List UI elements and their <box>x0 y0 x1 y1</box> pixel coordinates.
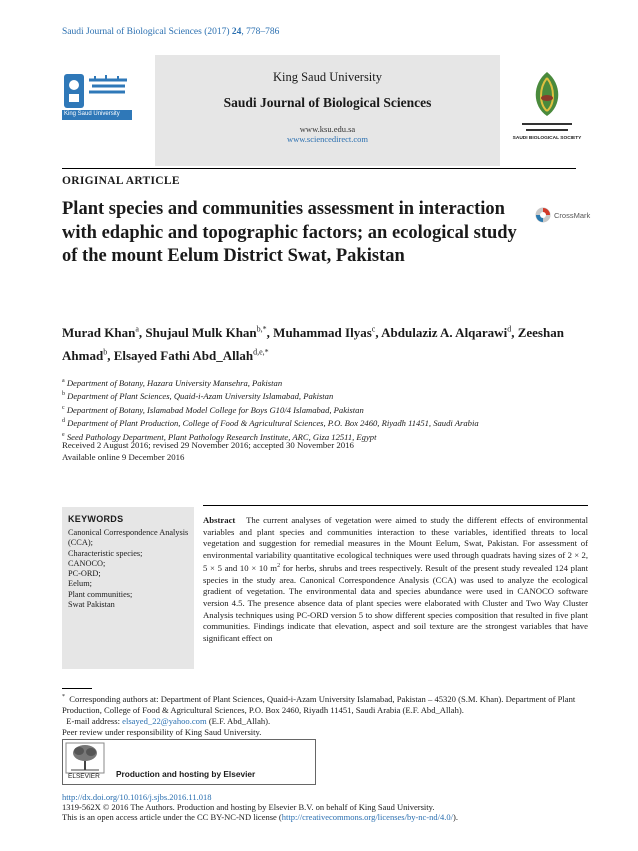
author-4[interactable] <box>381 325 518 340</box>
email-link[interactable]: elsayed_22@yahoo.com <box>122 716 207 727</box>
saudi-biological-society-logo <box>512 66 582 152</box>
author-affiliation-marker: d <box>507 325 512 334</box>
received-dates: Received 2 August 2016; revised 29 November 2016; accepted 30 November 2016 <box>62 440 354 450</box>
author-3[interactable] <box>273 325 381 340</box>
affiliation-text: Seed Pathology Department, Plant Pathology Research Institute, ARC, Giza 12511, Egypt <box>66 431 377 442</box>
email-label: E-mail address: <box>66 716 123 727</box>
affiliation-text: Department of Plant Production, College of Food & Agricultural Sciences, P.O. Box 2460, Riyadh 11451, Saudi Arabia <box>67 418 479 429</box>
online-date: Available online 9 December 2016 <box>62 451 185 462</box>
author-affiliation-marker: b,* <box>256 325 267 334</box>
elsevier-wordmark: ELSEVIER <box>68 773 100 780</box>
affiliation-b <box>62 389 592 402</box>
affiliation-marker: a <box>62 378 65 384</box>
website-sciencedirect[interactable]: www.sciencedirect.com <box>286 134 369 144</box>
affiliation-marker: b <box>62 391 65 398</box>
author-affiliation-marker: c <box>371 325 376 334</box>
author-name: Murad Khan <box>62 325 136 341</box>
license-suffix: ). <box>453 812 458 822</box>
crossmark-badge[interactable] <box>535 207 590 223</box>
corresponding-author-note <box>62 692 588 716</box>
affiliation-list <box>62 376 592 443</box>
author-name: Zeeshan Ahmad <box>62 325 564 363</box>
article-type: ORIGINAL ARTICLE <box>62 175 180 187</box>
affiliation-text: Department of Plant Sciences, Quaid-i-Azam University Islamabad, Pakistan <box>67 391 334 402</box>
affiliation-marker: c <box>62 404 65 411</box>
abstract-divider <box>203 505 588 506</box>
abstract-superscript: 2 <box>277 563 281 570</box>
license-prefix: This is an open access article under the CC BY-NC-ND license ( <box>62 812 282 822</box>
affiliation-marker: e <box>62 431 65 438</box>
author-name: Muhammad Ilyas <box>273 325 372 341</box>
website-ksu[interactable]: www.ksu.edu.sa <box>299 124 356 134</box>
author-affiliation-marker: a <box>135 325 139 334</box>
affiliation-text: Department of Botany, Islamabad Model College for Boys G10/4 Islamabad, Pakistan <box>66 404 364 415</box>
crossmark-icon <box>535 207 551 223</box>
header-divider <box>62 168 576 169</box>
keyword-item: PC-ORD; <box>68 569 101 579</box>
affiliation-a <box>62 376 592 389</box>
affiliation-d <box>62 416 592 429</box>
journal-reference-volume: 24 <box>231 27 242 37</box>
affiliation-marker: d <box>62 418 65 425</box>
author-affiliation-marker: d,e,* <box>253 347 269 357</box>
production-label: Production and hosting by Elsevier <box>116 769 256 779</box>
footnote-rule <box>62 688 92 689</box>
author-name: Abdulaziz A. Alqarawi <box>381 325 508 341</box>
issn-copyright: 1319-562X © 2016 The Authors. Production and hosting by Elsevier B.V. on behalf of King Saud University. <box>62 802 435 812</box>
author-1[interactable] <box>62 325 145 340</box>
doi-link[interactable]: http://dx.doi.org/10.1016/j.sjbs.2016.11.018 <box>62 792 212 802</box>
keyword-item: Plant communities; <box>68 589 133 599</box>
journal-name: Saudi Journal of Biological Sciences <box>223 95 432 110</box>
right-logo-caption: SAUDI BIOLOGICAL SOCIETY <box>512 136 582 141</box>
crossmark-label: CrossMark <box>554 210 591 220</box>
king-saud-university-logo <box>62 68 132 122</box>
abstract-text-part-2: for herbs, shrubs and trees respectively. Result of the present study revealed 124 plant species in the study area. Canonical Correspondence Analysis (CCA) was used to analyze the ecological gradient of vegetation. The environmental data and species abundance were used in CANOCO software version 4.5. The presence absence data of plant species were elaborated with Cluster and Two Way Cluster Analysis techniques using PC-ORD version 5 to show different species composition that resulted in five plant communities. Findings indicate that elevation, aspect and soil texture are the strongest variables that have significant effect on <box>203 563 588 643</box>
author-separator: , <box>107 347 114 363</box>
keyword-item: Canonical Correspondence Analysis (CCA); <box>68 528 189 548</box>
affiliation-text: Department of Botany, Hazara University Mansehra, Pakistan <box>66 377 283 388</box>
license-line <box>62 812 458 822</box>
corresponding-author-text: Corresponding authors at: Department of Plant Sciences, Quaid-i-Azam University Islamabad, Pakistan – 45320 (S.M. Khan). Department of Plant Production, College of Food & Agricultural Sciences, P.O. Box 2460, Riyadh 11451, Saudi Arabia (E.F. Abd_Allah). <box>62 693 576 716</box>
article-history <box>62 440 582 463</box>
author-separator: , <box>266 325 274 341</box>
keyword-item: Characteristic species; <box>68 548 143 558</box>
abstract-text-part-1: The current analyses of vegetation were aimed to study the different effects of environmental variables and plant species and communities interaction to these variables, identified threats to local vegetation and suggestion for remedial measures in the Mount Eelum, Swat, Pakistan. For assessment of environmental variability quantitative ecological techniques were used through quadrats having sizes of 2 × 2, 5 × 5 and 10 × 10 m <box>203 515 588 574</box>
footnote-marker: * <box>62 694 65 700</box>
keyword-item: Swat Pakistan <box>68 600 115 610</box>
journal-reference-pages: , 778–786 <box>241 27 280 37</box>
abstract-label: Abstract <box>203 515 236 525</box>
university-name: King Saud University <box>272 70 383 84</box>
keywords-heading: KEYWORDS <box>68 514 124 524</box>
author-name: Shujaul Mulk Khan <box>145 325 257 341</box>
keywords-list <box>68 528 192 610</box>
abstract <box>203 515 588 644</box>
affiliation-c <box>62 403 592 416</box>
keyword-item: Eelum; <box>68 579 92 589</box>
author-separator: , <box>375 325 382 341</box>
author-list <box>62 320 582 365</box>
article-title: Plant species and communities assessment in interaction with edaphic and topographic factors; an ecological study of the mount Eelum District Swat, Pakistan <box>62 199 517 266</box>
email-suffix: (E.F. Abd_Allah). <box>206 716 271 727</box>
author-name: Elsayed Fathi Abd_Allah <box>113 347 254 363</box>
keyword-item: CANOCO; <box>68 558 106 568</box>
journal-reference[interactable] <box>62 27 279 37</box>
footnote <box>62 692 588 728</box>
author-affiliation-marker: b <box>103 347 108 357</box>
left-logo-caption: King Saud University <box>64 111 120 117</box>
author-separator: , <box>511 325 518 341</box>
author-2[interactable] <box>145 325 273 340</box>
peer-review-note: Peer review under responsibility of King Saud University. <box>62 727 262 737</box>
author-6[interactable] <box>114 348 269 363</box>
journal-reference-prefix: Saudi Journal of Biological Sciences (2017) <box>62 27 232 37</box>
author-separator: , <box>138 325 146 341</box>
license-link[interactable]: http://creativecommons.org/licenses/by-nc-nd/4.0/ <box>281 812 453 822</box>
